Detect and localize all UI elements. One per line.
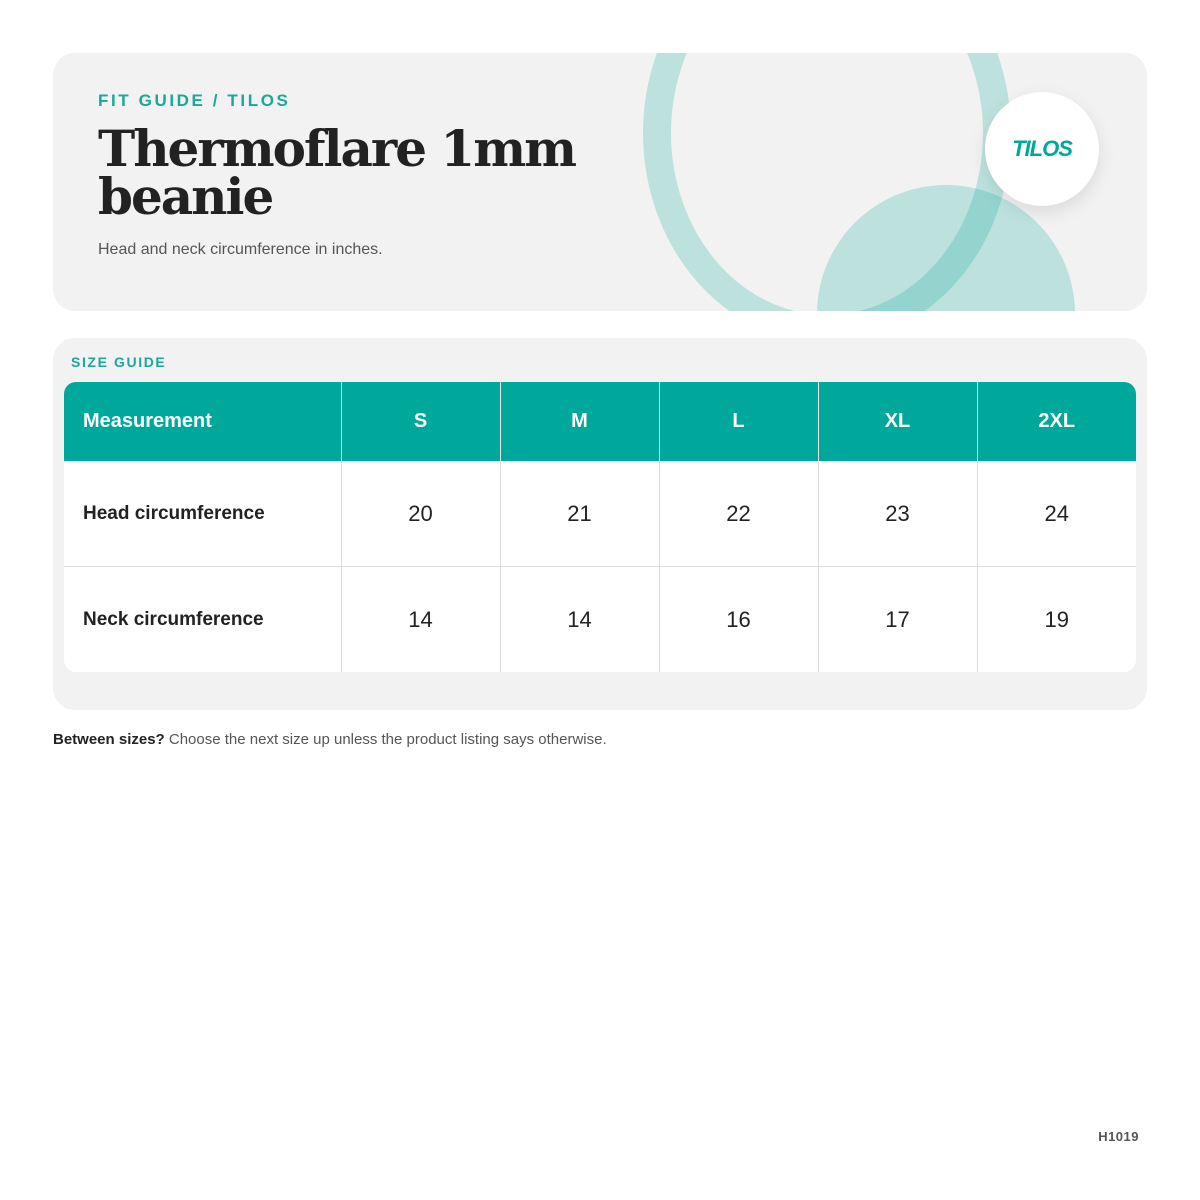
column-header-2xl: 2XL: [977, 382, 1136, 461]
table-cell: 23: [818, 461, 977, 567]
eyebrow-label: FIT GUIDE / TILOS: [98, 91, 291, 110]
column-header-measurement: Measurement: [64, 382, 341, 461]
sizing-note-lead: Between sizes?: [53, 731, 165, 748]
row-label-neck: Neck circumference: [64, 567, 341, 673]
header-card: [53, 53, 1147, 311]
brand-logo-text: TILOS: [1012, 136, 1072, 161]
brand-logo-badge: [985, 92, 1099, 206]
page-subtitle: Head and neck circumference in inches.: [98, 241, 383, 258]
column-header-l: L: [659, 382, 818, 461]
table-cell: 19: [977, 567, 1136, 673]
sizing-note-text: Choose the next size up unless the product listing says otherwise.: [164, 731, 607, 748]
page-title: Thermoflare 1mm beanie: [98, 119, 576, 226]
size-table: [64, 382, 1136, 672]
table-cell: 21: [500, 461, 659, 567]
table-cell: 24: [977, 461, 1136, 567]
size-guide-card: [53, 338, 1147, 710]
table-cell: 17: [818, 567, 977, 673]
column-header-xl: XL: [818, 382, 977, 461]
table-header-row: [64, 382, 1136, 461]
row-label-head: Head circumference: [83, 502, 265, 524]
table-cell: 14: [341, 567, 500, 673]
table-cell: 22: [659, 461, 818, 567]
column-header-m: M: [500, 382, 659, 461]
table-row: [64, 461, 1136, 567]
table-cell: 16: [659, 567, 818, 673]
document-code: H1019: [1098, 1129, 1139, 1144]
table-cell: 14: [500, 567, 659, 673]
sizing-note: [53, 731, 607, 748]
column-header-s: S: [341, 382, 500, 461]
size-table-container: [64, 382, 1136, 672]
table-cell: 20: [341, 461, 500, 567]
size-guide-label: SIZE GUIDE: [71, 354, 167, 370]
table-row: [64, 567, 1136, 673]
